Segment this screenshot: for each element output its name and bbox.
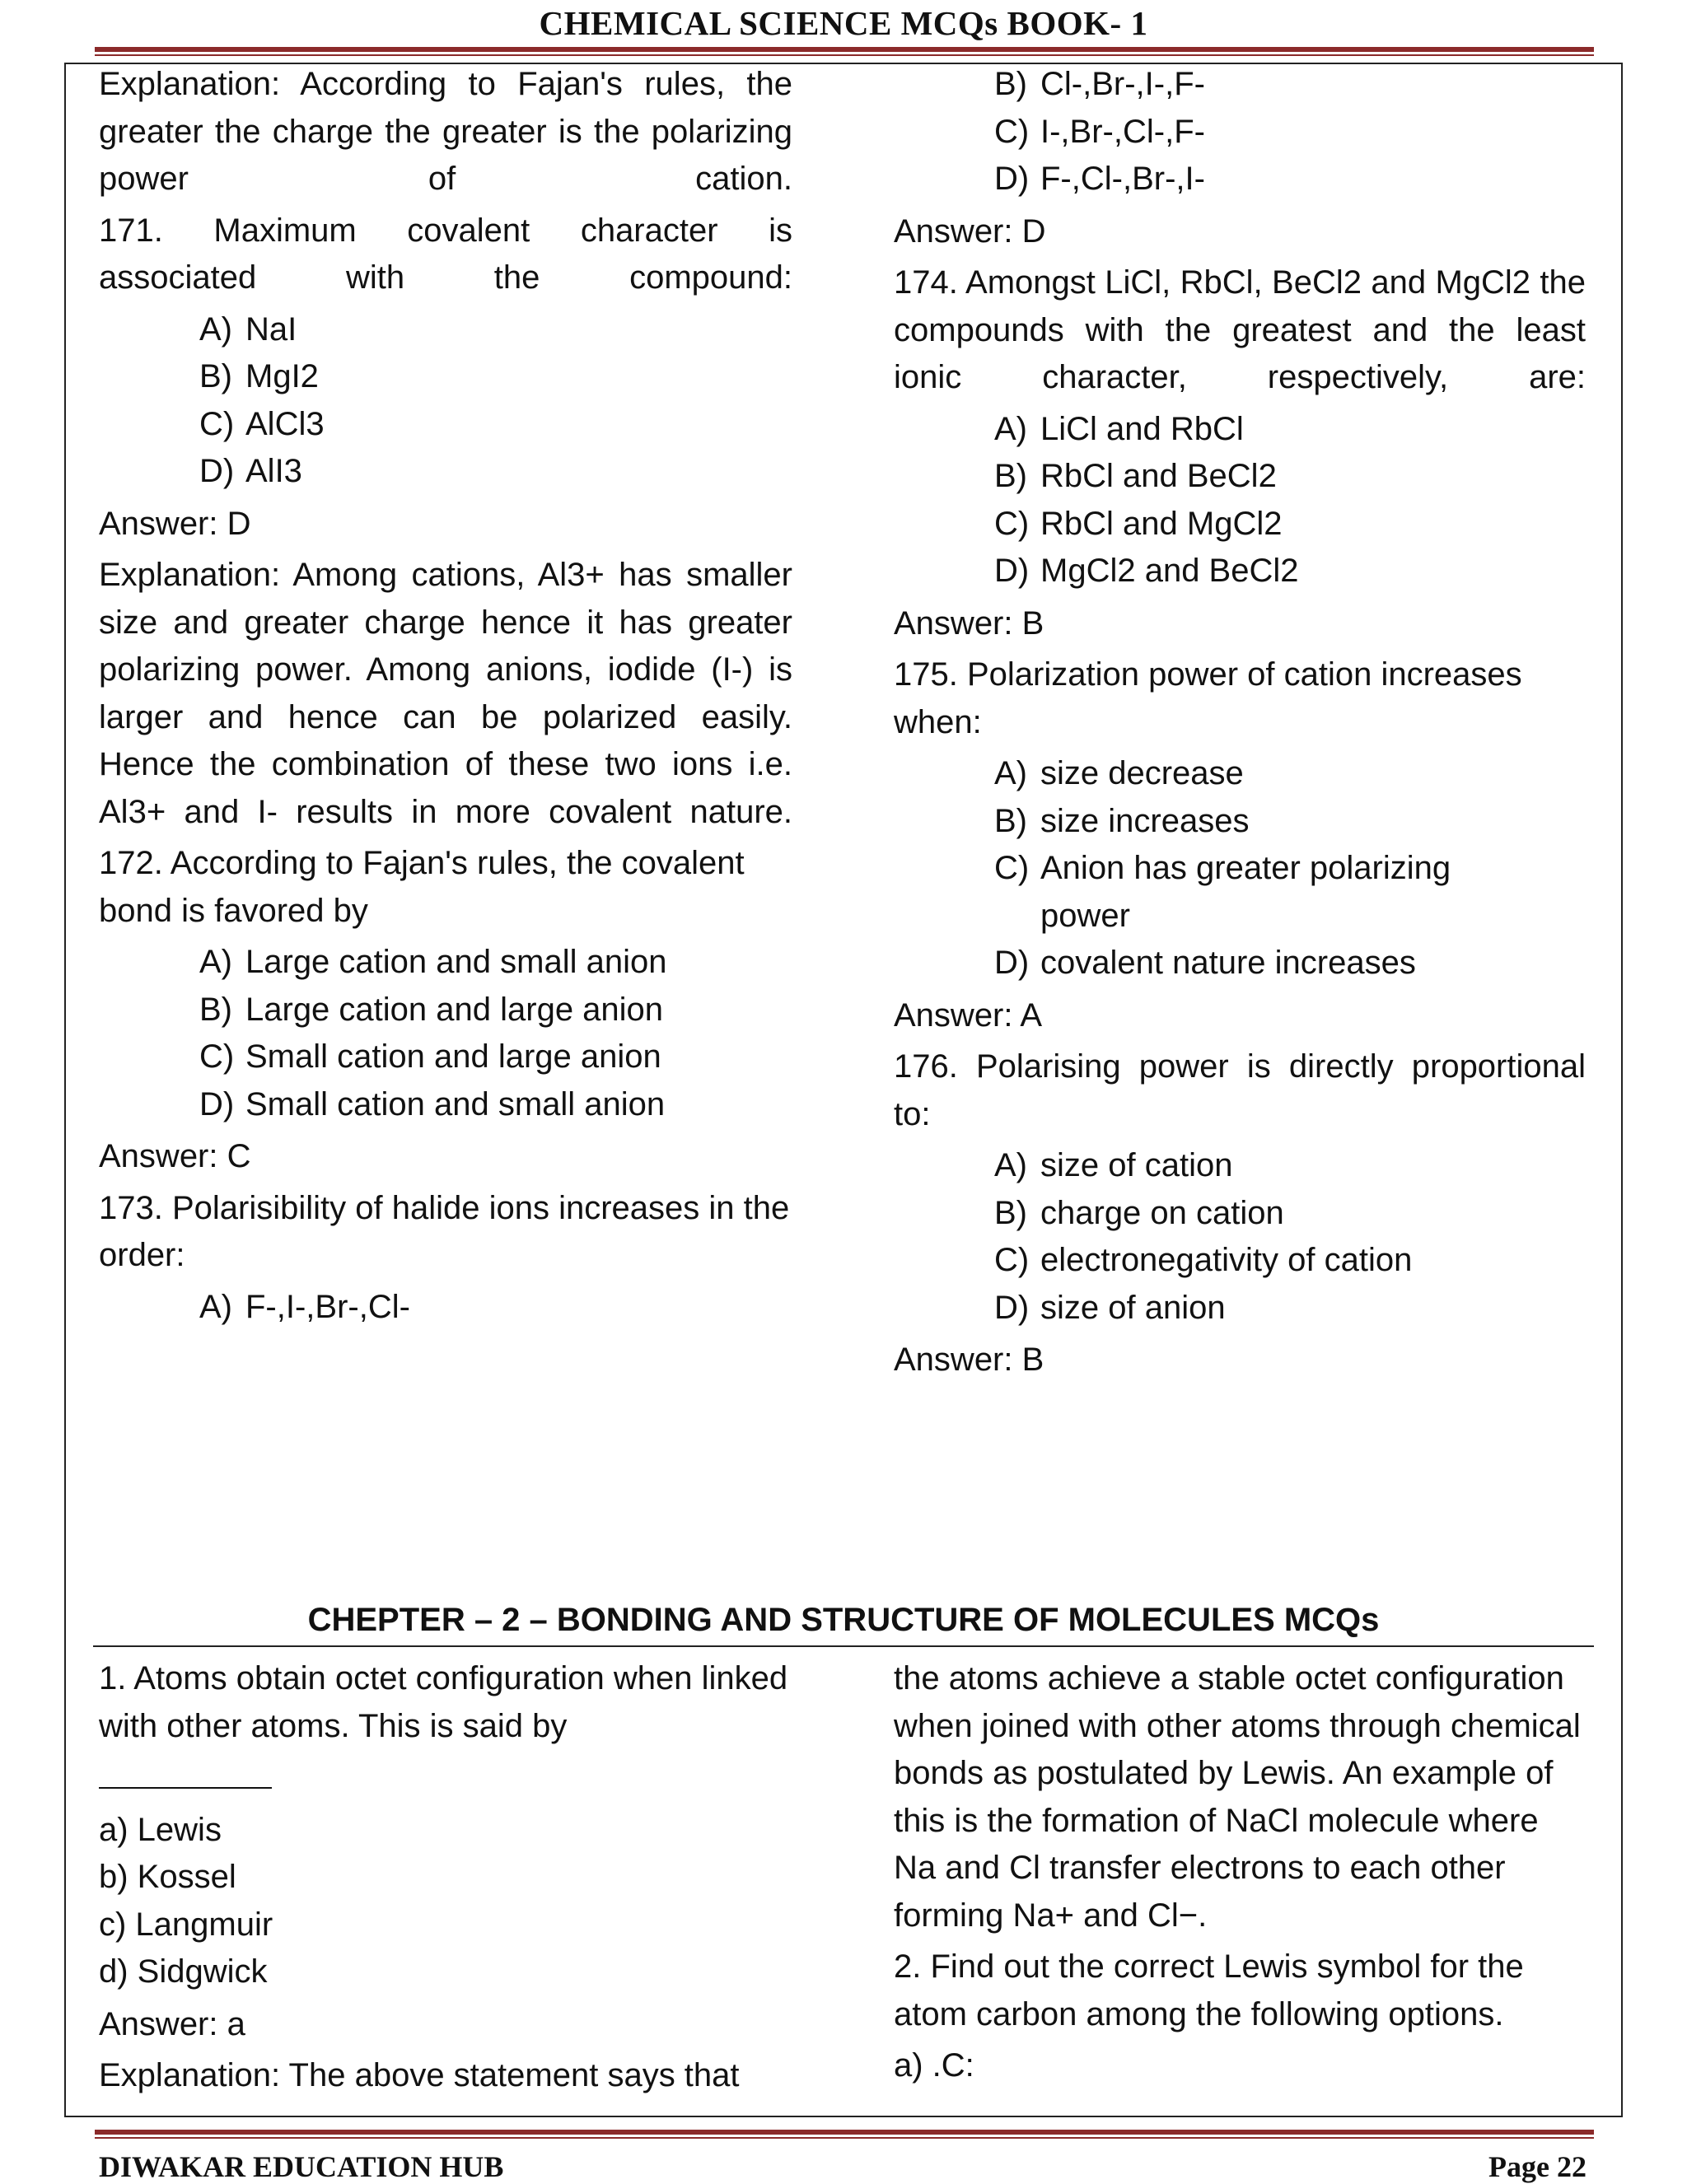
option: C) AlCl3 bbox=[199, 405, 325, 442]
option: A) LiCl and RbCl bbox=[994, 410, 1244, 447]
explanation-171: Explanation: Among cations, Al3+ has smaller size and greater charge hence it has greater polarizing power. Among anions, iodide (I-) is larger and hence can be polarized easily. Hence the combination of these two ions i.e. Al3+ and I- results in more covalent nature. bbox=[99, 557, 792, 830]
option: B) charge on cation bbox=[994, 1194, 1284, 1231]
chapter-question-2: 2. Find out the correct Lewis symbol for the atom carbon among the following options. bbox=[894, 1948, 1524, 2032]
chapter-answer-1: Answer: a bbox=[99, 2005, 245, 2042]
question-173: 173. Polarisibility of halide ions increases in the order: bbox=[99, 1189, 790, 1273]
options-173-end bbox=[894, 61, 1586, 203]
chapter-right-column bbox=[894, 1655, 1587, 2094]
option: B) MgI2 bbox=[199, 358, 319, 394]
option: D) covalent nature increases bbox=[994, 945, 1416, 981]
option: D) AlI3 bbox=[199, 453, 302, 489]
question-171: 171. Maximum covalent character is associated with the compound: bbox=[99, 212, 792, 296]
option: B) RbCl and BeCl2 bbox=[994, 458, 1277, 494]
options-171 bbox=[99, 306, 792, 496]
option: C) RbCl and MgCl2 bbox=[994, 505, 1283, 542]
fill-blank bbox=[99, 1754, 272, 1789]
options-172 bbox=[99, 939, 792, 1128]
chapter-explanation-1-start: Explanation: The above statement says that bbox=[99, 2057, 740, 2093]
option: c) Langmuir bbox=[99, 1906, 273, 1943]
footer-rule-thick bbox=[95, 2130, 1594, 2135]
chapter-explanation-1-rest: the atoms achieve a stable octet configuration when joined with other atoms through chemical bonds as postulated by Lewis. An example of this is the formation of NaCl molecule where Na and Cl transfer electrons to each other forming Na+ and Cl−. bbox=[894, 1660, 1581, 1934]
header-rule-thin bbox=[95, 54, 1594, 56]
answer-176: Answer: B bbox=[894, 1342, 1044, 1378]
page-number: Page 22 bbox=[1488, 2150, 1587, 2183]
option: C) Small cation and large anion bbox=[199, 1038, 661, 1075]
question-176: 176. Polarising power is directly proportional to: bbox=[894, 1048, 1586, 1132]
question-172: 172. According to Fajan's rules, the covalent bond is favored by bbox=[99, 845, 745, 929]
option: d) Sidgwick bbox=[99, 1953, 268, 1990]
explanation-170: Explanation: According to Fajan's rules, the greater the charge the greater is the polarizing power of cation. bbox=[99, 66, 792, 197]
option: b) Kossel bbox=[99, 1859, 236, 1895]
chapter-title: CHEPTER – 2 – BONDING AND STRUCTURE OF MOLECULES MCQs bbox=[307, 1602, 1380, 1638]
option: D) Small cation and small anion bbox=[199, 1085, 666, 1122]
footer-rule-thin bbox=[95, 2137, 1594, 2139]
answer-175: Answer: A bbox=[894, 996, 1043, 1034]
answer-171: Answer: D bbox=[99, 505, 251, 542]
option: B) size increases bbox=[994, 802, 1250, 839]
option: C) I-,Br-,Cl-,F- bbox=[994, 113, 1205, 150]
options-174 bbox=[894, 406, 1586, 595]
book-title: CHEMICAL SCIENCE MCQs BOOK- 1 bbox=[539, 4, 1148, 42]
option: C) Anion has greater polarizing power bbox=[994, 850, 1451, 934]
left-column bbox=[99, 61, 792, 1336]
chapter-left-column bbox=[99, 1655, 792, 2104]
options-176 bbox=[894, 1142, 1586, 1332]
option: a) Lewis bbox=[99, 1811, 222, 1848]
chapter-question-1: 1. Atoms obtain octet configuration when linked with other atoms. This is said by bbox=[99, 1660, 788, 1744]
answer-172: Answer: C bbox=[99, 1138, 251, 1174]
option: A) F-,I-,Br-,Cl- bbox=[199, 1288, 410, 1325]
options-175 bbox=[894, 750, 1586, 987]
answer-174: Answer: B bbox=[894, 604, 1044, 642]
option: B) Large cation and large anion bbox=[199, 991, 664, 1028]
right-column bbox=[894, 61, 1586, 1388]
option: B) Cl-,Br-,I-,F- bbox=[994, 66, 1205, 102]
header-rule-thick bbox=[95, 47, 1594, 52]
chapter-rule bbox=[93, 1645, 1594, 1647]
option: D) MgCl2 and BeCl2 bbox=[994, 553, 1299, 589]
option: A) NaI bbox=[199, 310, 297, 348]
option: A) Large cation and small anion bbox=[199, 944, 667, 980]
footer-publisher: DIWAKAR EDUCATION HUB bbox=[99, 2150, 504, 2183]
chapter-options-1 bbox=[99, 1807, 792, 1996]
chapter-option-2a: a) .C: bbox=[894, 2047, 974, 2084]
question-175: 175. Polarization power of cation increases when: bbox=[894, 656, 1522, 740]
question-174: 174. Amongst LiCl, RbCl, BeCl2 and MgCl2 the compounds with the greatest and the least ionic character, respectively, are: bbox=[894, 264, 1586, 395]
option: D) size of anion bbox=[994, 1289, 1226, 1326]
options-173-start bbox=[99, 1284, 792, 1332]
answer-173: Answer: D bbox=[894, 212, 1046, 250]
option: A) size of cation bbox=[994, 1147, 1233, 1183]
option: D) F-,Cl-,Br-,I- bbox=[994, 161, 1205, 197]
option: A) size decrease bbox=[994, 755, 1244, 791]
option: C) electronegativity of cation bbox=[994, 1242, 1413, 1278]
